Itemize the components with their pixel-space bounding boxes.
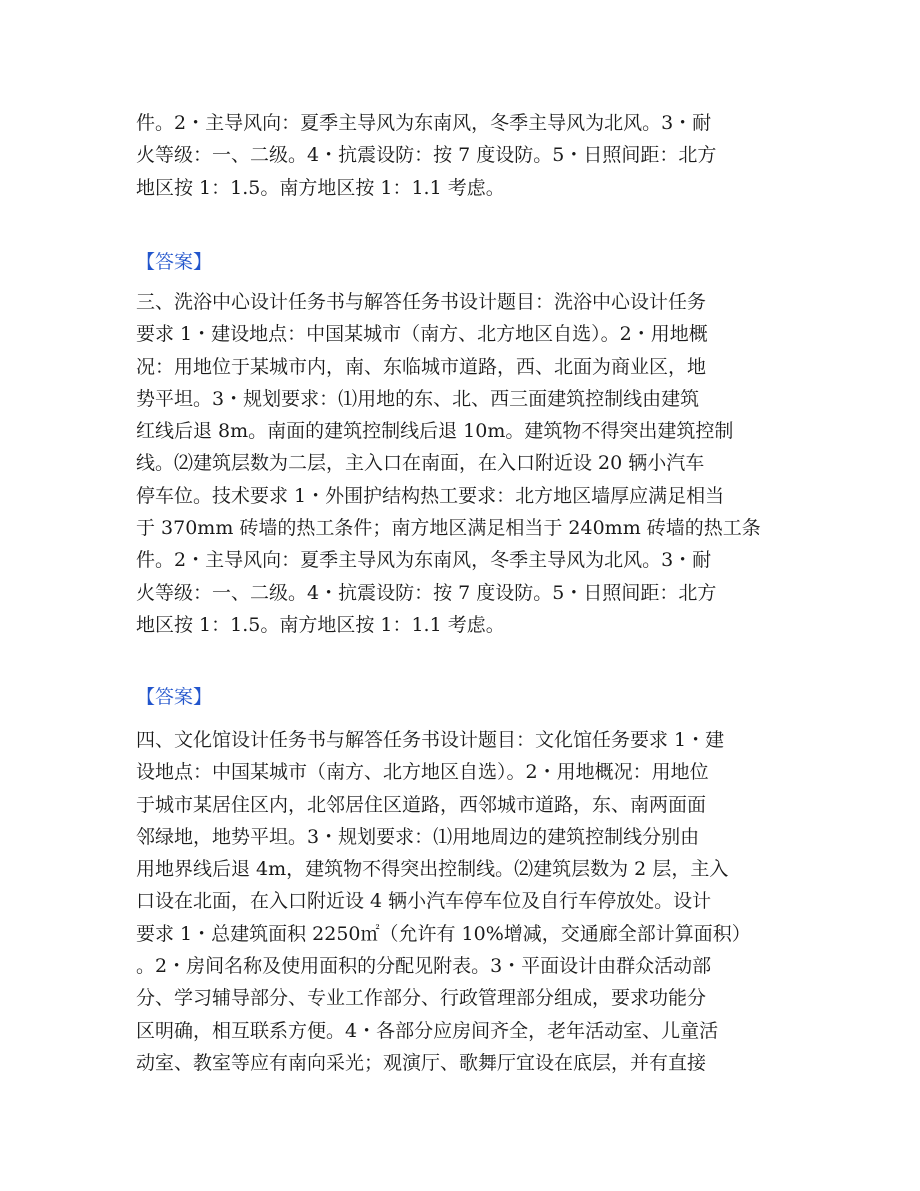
- text-line: 。2・房间名称及使用面积的分配见附表。3・平面设计由群众活动部: [136, 955, 712, 978]
- text-line: 口设在北面，在入口附近设 4 辆小汽车停车位及自行车停放处。设计: [136, 890, 712, 913]
- paragraph-bath-center: [136, 286, 796, 641]
- text-line: 要求 1・建设地点：中国某城市（南方、北方地区自选）。2・用地概: [136, 323, 708, 346]
- text-line: 区明确，相互联系方便。4・各部分应房间齐全，老年活动室、儿童活: [136, 1019, 719, 1042]
- text-line: 停车位。技术要求 1・外围护结构热工要求：北方地区墙厚应满足相当: [136, 484, 725, 507]
- text-line: 动室、教室等应有南向采光；观演厅、歌舞厅宜设在底层，并有直接: [136, 1051, 707, 1074]
- text-line: 势平坦。3・规划要求：⑴用地的东、北、西三面建筑控制线由建筑: [136, 387, 700, 410]
- text-line: 地区按 1：1.5。南方地区按 1：1.1 考虑。: [136, 613, 505, 636]
- text-line: 邻绿地，地势平坦。3・规划要求：⑴用地周边的建筑控制线分别由: [136, 825, 700, 848]
- paragraph-continued-requirements: [136, 107, 796, 204]
- text-line: 用地界线后退 4m，建筑物不得突出控制线。⑵建筑层数为 2 层，主入: [136, 858, 729, 881]
- text-line: 火等级：一、二级。4・抗震设防：按 7 度设防。5・日照间距：北方: [136, 144, 717, 167]
- answer-label: 【答案】: [136, 686, 213, 708]
- text-line: 火等级：一、二级。4・抗震设防：按 7 度设防。5・日照间距：北方: [136, 581, 717, 604]
- text-line: 于 370mm 砖墙的热工条件；南方地区满足相当于 240mm 砖墙的热工条: [136, 517, 761, 540]
- text-line: 三、洗浴中心设计任务书与解答任务书设计题目：洗浴中心设计任务: [136, 291, 707, 313]
- text-line: 线。⑵建筑层数为二层，主入口在南面，在入口附近设 20 辆小汽车: [136, 452, 705, 475]
- text-line: 于城市某居住区内，北邻居住区道路，西邻城市道路，东、南两面面: [136, 793, 707, 816]
- answer-label: 【答案】: [136, 251, 213, 273]
- paragraph-cultural-center: [136, 724, 796, 1079]
- text-line: 件。2・主导风向：夏季主导风为东南风，冬季主导风为北风。3・耐: [136, 112, 712, 134]
- text-line: 红线后退 8m。南面的建筑控制线后退 10m。建筑物不得突出建筑控制: [136, 420, 734, 443]
- text-line: 要求 1・总建筑面积 2250㎡（允许有 10%增减，交通廊全部计算面积）: [136, 922, 751, 945]
- text-line: 四、文化馆设计任务书与解答任务书设计题目：文化馆任务要求 1・建: [136, 729, 725, 751]
- text-line: 分、学习辅导部分、专业工作部分、行政管理部分组成，要求功能分: [136, 987, 707, 1010]
- text-line: 地区按 1：1.5。南方地区按 1：1.1 考虑。: [136, 176, 505, 199]
- text-line: 设地点：中国某城市（南方、北方地区自选）。2・用地概况：用地位: [136, 761, 709, 784]
- text-line: 件。2・主导风向：夏季主导风为东南风，冬季主导风为北风。3・耐: [136, 549, 712, 572]
- text-line: 况：用地位于某城市内，南、东临城市道路，西、北面为商业区，地: [136, 355, 707, 378]
